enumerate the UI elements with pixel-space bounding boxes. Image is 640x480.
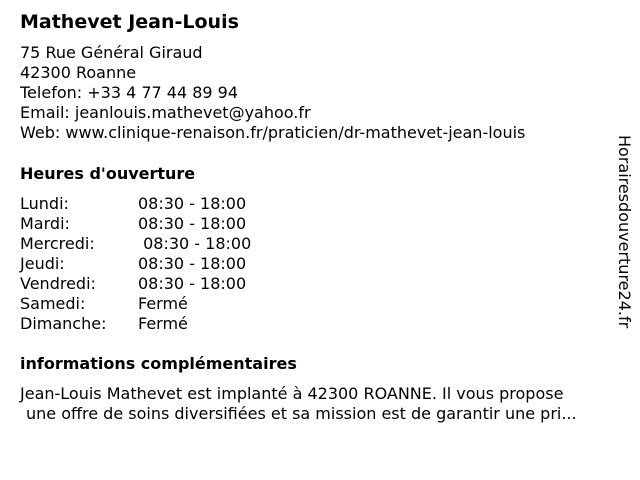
day-label: Lundi: bbox=[20, 194, 69, 213]
day-hours: 08:30 - 18:00 bbox=[138, 214, 247, 233]
day-hours: Fermé bbox=[138, 294, 188, 313]
description-line: une offre de soins diversifiées et sa mission est de garantir une pri... bbox=[26, 404, 577, 423]
day-hours: 08:30 - 18:00 bbox=[138, 274, 247, 293]
website-url: Web: www.clinique-renaison.fr/praticien/dr-mathevet-jean-louis bbox=[20, 123, 526, 142]
street-address: 75 Rue Général Giraud bbox=[20, 43, 203, 62]
day-label: Vendredi: bbox=[20, 274, 96, 293]
day-label: Mercredi: bbox=[20, 234, 95, 253]
day-label: Samedi: bbox=[20, 294, 86, 313]
contact-block bbox=[20, 43, 525, 143]
day-label: Dimanche: bbox=[20, 314, 107, 333]
hours-row-tuesday bbox=[20, 214, 251, 234]
practitioner-name: Mathevet Jean-Louis bbox=[20, 11, 239, 33]
hours-row-saturday bbox=[20, 294, 251, 314]
email-address: Email: jeanlouis.mathevet@yahoo.fr bbox=[20, 103, 311, 122]
day-label: Jeudi: bbox=[20, 254, 65, 273]
hours-table bbox=[20, 194, 251, 334]
hours-row-friday bbox=[20, 274, 251, 294]
hours-row-monday bbox=[20, 194, 251, 214]
info-heading: informations complémentaires bbox=[20, 354, 297, 373]
info-description bbox=[20, 384, 635, 424]
hours-heading: Heures d'ouverture bbox=[20, 164, 196, 183]
hours-row-wednesday bbox=[20, 234, 251, 254]
city-postal: 42300 Roanne bbox=[20, 63, 137, 82]
site-watermark: Horairesdouverture24.fr bbox=[615, 135, 634, 329]
hours-row-sunday bbox=[20, 314, 251, 334]
day-hours: Fermé bbox=[138, 314, 188, 333]
day-hours: 08:30 - 18:00 bbox=[138, 194, 247, 213]
day-label: Mardi: bbox=[20, 214, 70, 233]
day-hours: 08:30 - 18:00 bbox=[138, 234, 252, 253]
hours-row-thursday bbox=[20, 254, 251, 274]
day-hours: 08:30 - 18:00 bbox=[138, 254, 247, 273]
phone-number: Telefon: +33 4 77 44 89 94 bbox=[20, 83, 239, 102]
description-line: Jean-Louis Mathevet est implanté à 42300 ROANNE. Il vous propose bbox=[20, 384, 564, 403]
